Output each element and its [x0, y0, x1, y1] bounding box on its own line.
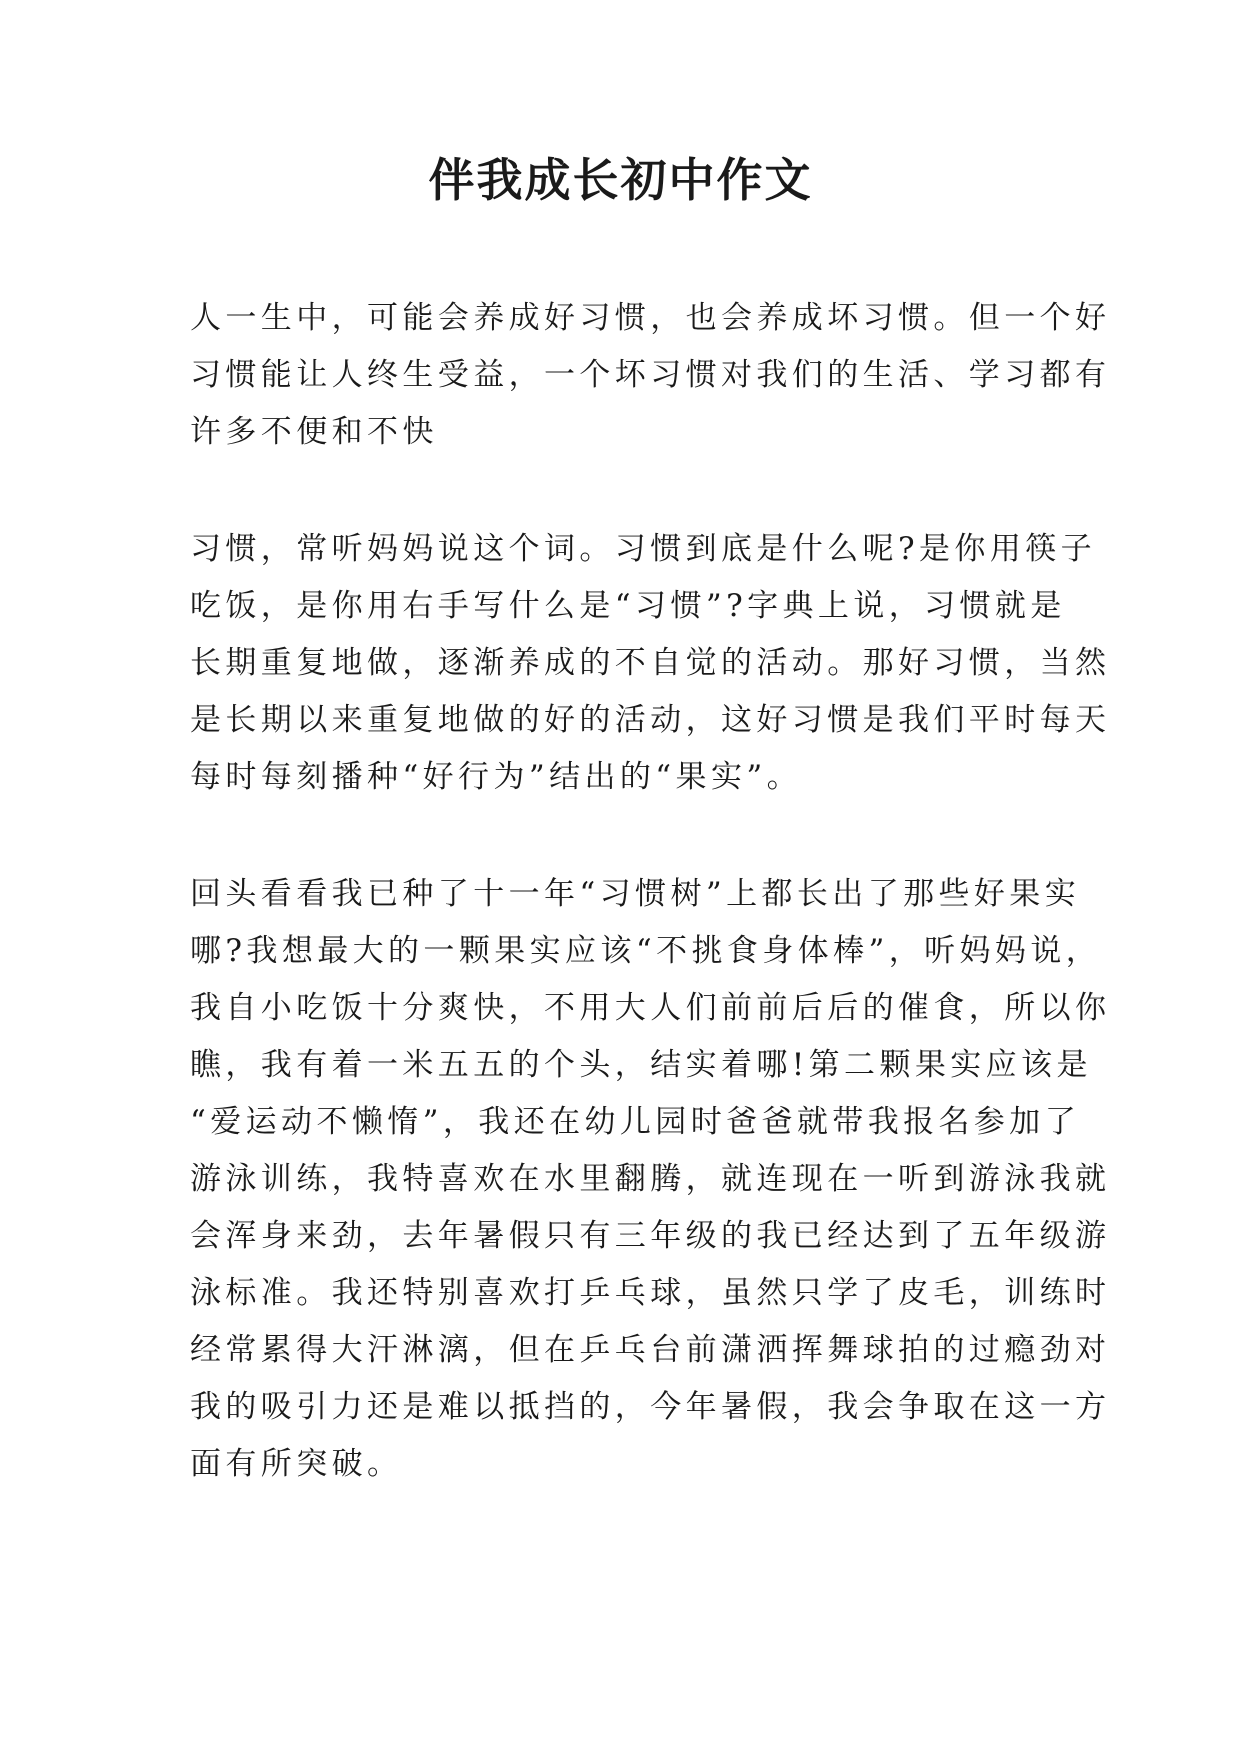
paragraph-line: 泳标准。我还特别喜欢打乒乓球，虽然只学了皮毛，训练时	[190, 1275, 1111, 1311]
paragraph-line: 经常累得大汗淋漓，但在乒乓台前潇洒挥舞球拍的过瘾劲对	[190, 1332, 1111, 1368]
paragraph-line: 许多不便和不快	[190, 414, 438, 450]
paragraph-line: 人一生中，可能会养成好习惯，也会养成坏习惯。但一个好	[190, 300, 1111, 336]
document-title: 伴我成长初中作文	[428, 153, 813, 207]
paragraph-line: 哪?我想最大的一颗果实应该“不挑食身体棒”，听妈妈说，	[190, 933, 1102, 969]
paragraph-line: 是长期以来重复地做的好的活动，这好习惯是我们平时每天	[190, 702, 1111, 738]
paragraph-line: 习惯，常听妈妈说这个词。习惯到底是什么呢?是你用筷子	[190, 531, 1097, 567]
paragraph-line: 习惯能让人终生受益，一个坏习惯对我们的生活、学习都有	[190, 357, 1111, 393]
paragraph-line: 我自小吃饭十分爽快，不用大人们前前后后的催食，所以你	[190, 990, 1111, 1026]
paragraph-line: “爱运动不懒惰”，我还在幼儿园时爸爸就带我报名参加了	[190, 1104, 1081, 1140]
paragraph-line: 吃饭，是你用右手写什么是“习惯”?字典上说，习惯就是	[190, 588, 1066, 624]
paragraph-2	[190, 521, 1111, 806]
paragraph-line: 长期重复地做，逐渐养成的不自觉的活动。那好习惯，当然	[190, 645, 1111, 681]
document-body	[190, 290, 1111, 1553]
paragraph-line: 每时每刻播种“好行为”结出的“果实”。	[190, 759, 802, 795]
paragraph-line: 会浑身来劲，去年暑假只有三年级的我已经达到了五年级游	[190, 1218, 1111, 1254]
paragraph-1	[190, 290, 1111, 461]
paragraph-line: 面有所突破。	[190, 1446, 403, 1482]
paragraph-line: 回头看看我已种了十一年“习惯树”上都长出了那些好果实	[190, 876, 1081, 912]
paragraph-line: 我的吸引力还是难以抵挡的，今年暑假，我会争取在这一方	[190, 1389, 1111, 1425]
paragraph-line: 瞧，我有着一米五五的个头，结实着哪!第二颗果实应该是	[190, 1047, 1092, 1083]
paragraph-line: 游泳训练，我特喜欢在水里翻腾，就连现在一听到游泳我就	[190, 1161, 1111, 1197]
paragraph-3	[190, 866, 1111, 1493]
